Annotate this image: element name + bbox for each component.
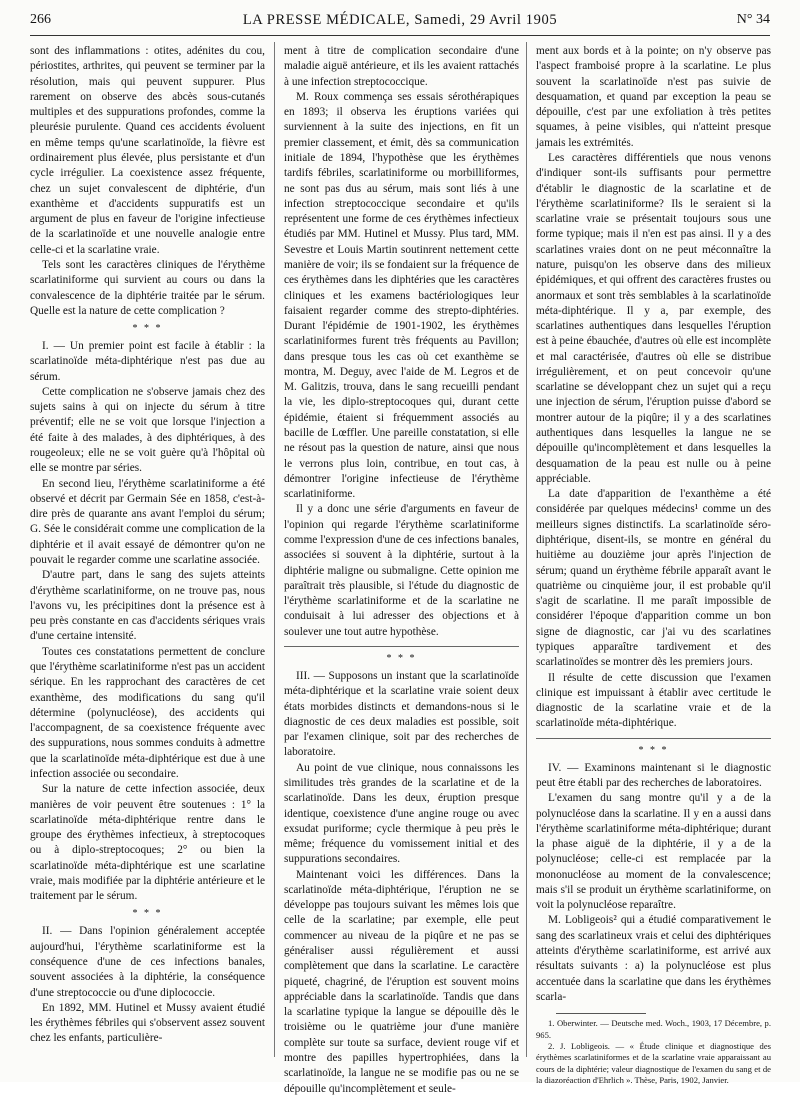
paragraph: Maintenant voici les différences. Dans la scarlatinoïde méta-diphtérique, l'éruption ne se développe pas toujours suivant les mêmes lois que celle de la scarlatine; par exemple, elle peut commencer au niveau de la piqûre et ne pas se généraliser aussi régulièrement et aussi complètement que dans la scarlatine. Le caractère piqueté, chagriné, de l'éruption est souvent moins appréciable dans la scarlatinoïde. Tandis que dans la scarlatine typique la langue se dépouille dès le troisième ou le quatrième jour d'une manière complète sur toute sa surface, devient rouge vif et montre des papilles hypertrophiées, dans la scarlatinoïde, la langue ne se modifie pas ou ne se dépouille qu'incomplètement et seule- xyxy=(284,868,519,1095)
paragraph: Il résulte de cette discussion que l'examen clinique est impuissant à établir avec certitude le diagnostic de la scarlatine vraie et de la scarlatinoïde méta-diphtérique. xyxy=(536,671,771,730)
column-rule xyxy=(274,42,275,1057)
paragraph: L'examen du sang montre qu'il y a de la polynucléose dans la scarlatine. Il y en a aussi dans l'érythème scarlatiniforme méta-diphtérique; durant la phase aiguë de la diphtérie, il y a de la polynucléose; celle-ci est remplacée par la mononucléose au moment de la convalescence; mais s'il se produit un érythème scarlatiniforme, on voit la polynucléose reparaître. xyxy=(536,792,771,912)
paragraph: Il y a donc une série d'arguments en faveur de l'opinion qui regarde l'érythème scarlatiniforme comme l'expression d'une de ces infections banales, associées si souvent à la diphtérie, surtout à la diphtérie maligne ou submaligne. Cette opinion me paraîtrait très plausible, si l'étude du diagnostic de l'érythème scarlatiniforme et de la scarlatine ne conduisait à lui adresser des objections et à soulever une tout autre hypothèse. xyxy=(284,503,519,638)
paragraph: D'autre part, dans le sang des sujets atteints d'érythème scarlatiniforme, on ne trouve pas, nous l'avons vu, les précipitines dont la présence est à peu près constante en cas d'accidents sériques vrais d'une certaine intensité. xyxy=(30,569,265,643)
section-heading: IV. — Examinons maintenant si le diagnostic peut être établi par des recherches de laboratoires. xyxy=(536,761,771,789)
section-separator: * * * xyxy=(638,744,669,756)
paragraph: M. Roux commença ses essais sérothérapiques en 1893; il observa les éruptions variées qui surviennent à la suite des injections, en fit un premier classement, et émit, dès sa communication initiale de 1894, l'hypothèse que les érythèmes tardifs fébriles, scarlatiniforme ou morbilliformes, ne sont pas dus au sérum, mais sont liés à une infection streptococcique secondaire et qu'ils représentent une forme de ces érythèmes infectieux étudiés par MM. Hutinel et Mussy. Plus tard, MM. Sevestre et Louis Martin soutinrent nettement cette manière de voir; ils se fondaient sur la fréquence de ces érythèmes dans les diphtéries que les caractères cliniques et les examens bactériologiques leur faisaient regarder comme des strepto-diphtéries. Durant l'épidémie de 1901-1902, les érythèmes scarlatiniformes furent très fréquents au Pavillon; dans presque tous les cas où cet exanthème se montra, M. Deguy, avec l'aide de M. Legros et de M. Galitzis, trouva, dans le sang recueilli pendant la vie, les diplo-streptocoques qui, durant cette épidémie, étaient si fréquemment associés au bacille de Lœffler. Une pareille constatation, si elle ne résout pas la question de nature, ainsi que nous le verrons plus loin, contribue, en tout cas, à démontrer l'origine infectieuse de l'érythème scarlatiniforme. xyxy=(284,90,519,501)
journal-title: LA PRESSE MÉDICALE, Samedi, 29 Avril 1905 xyxy=(242,12,558,28)
section-rule xyxy=(284,646,519,647)
paragraph: Sur la nature de cette infection associée, deux manières de voir peuvent être soutenues : 1° la scarlatinoïde méta-diphtérique rentre dans le groupe des érythèmes infectieux, à streptocoques ou à diplo-streptocoques; 2° ou bien la scarlatinoïde méta-diphtérique est une scarlatine vraie, mais modifiée par la diphtérie antérieure et le traitement par le sérum. xyxy=(30,783,265,903)
section-rule xyxy=(536,738,771,739)
column-1 xyxy=(30,44,265,1054)
page-number: 266 xyxy=(30,12,51,27)
footnote-rule xyxy=(556,1013,646,1014)
paragraph: Au point de vue clinique, nous connaissons les similitudes très grandes de la scarlatine et de la scarlatinoïde. Dans les deux, éruption presque identique, coexistence d'une angine rouge ou avec exsudat puriforme; cycle thermique à peu près le même; fréquence du vomissement initial et des suppurations secondaires. xyxy=(284,761,519,866)
paragraph: En 1892, MM. Hutinel et Mussy avaient étudié les érythèmes fébriles qui s'observent assez souvent chez les enfants, particulière- xyxy=(30,1001,265,1045)
paragraph: Cette complication ne s'observe jamais chez des sujets sains à qui on injecte du sérum à titre préventif; elle ne se voit que lorsque l'injection a été faite à des malades, à des diphtériques, à des rougeoleux; elle ne se voit guère qu'à l'hôpital où elle se montre par séries. xyxy=(30,385,265,475)
paragraph: La date d'apparition de l'exanthème a été considérée par quelques médecins¹ comme un des meilleurs signes distinctifs. La scarlatinoïde séro-diphtérique, disent-ils, se montre en général du huitième au douzième jour après l'injection de sérum; quand un érythème fébrile apparaît avant le quatrième ou cinquième jour, il est probable qu'il s'agit de scarlatine. Il me paraît impossible de considérer l'époque d'apparition comme un bon signe de diagnostic, car j'ai vu des scarlatines typiques apparaître tardivement et des scarlatinoïdes se montrer dès les premiers jours. xyxy=(536,488,771,669)
paragraph: En second lieu, l'érythème scarlatiniforme a été observé et décrit par Germain Sée en 1858, c'est-à-dire près de quarante ans avant l'emploi du sérum; G. Sée le considérait comme une complication de la diphtérie et il avait essayé de démontrer qu'on ne pouvait le regarder comme une scarlatine associée. xyxy=(30,477,265,566)
section-heading: II. — Dans l'opinion généralement acceptée aujourd'hui, l'érythème scarlatiniforme est la conséquence d'une de ces infections banales, souvent associées à la diphtérie, la conséquence d'une streptococcie ou d'une diplococcie. xyxy=(30,925,265,999)
section-separator: * * * xyxy=(132,323,163,335)
page-header xyxy=(30,12,770,34)
footnote: 2. J. Lobligeois. — « Étude clinique et diagnostique des érythèmes scarlatiniformes et de la scarlatine vraie apparaissant au cours de la diphtérie; valeur diagnostique de l'examen du sang et de la diazoréaction d'Ehrlich ». Thèse, Paris, 1902, Janvier. xyxy=(536,1040,771,1086)
section-separator: * * * xyxy=(386,652,417,664)
footnote: 1. Oberwinter. — Deutsche med. Woch., 1903, 17 Décembre, p. 965. xyxy=(536,1018,771,1040)
paragraph: M. Lobligeois² qui a étudié comparativement le sang des scarlatineux vrais et celui des diphtériques atteints d'érythème scarlatiniforme, est arrivé aux résultats suivants : a) la polynucléose est plus accentuée dans la scarlatine que dans les érythèmes scarla- xyxy=(536,914,771,1003)
column-3 xyxy=(536,44,771,1086)
paragraph: Les caractères différentiels que nous venons d'indiquer sont-ils suffisants pour permettre d'établir le diagnostic de la scarlatine et de l'érythème scarlatiniforme? Ils le seraient si la scarlatine vraie se présentait toujours sous une forme typique; mais il n'en est pas ainsi. Il y a des scarlatines vraies dont on ne peut méconnaître la nature, puisqu'on les observe dans des milieux épidémiques, et qui offrent des caractères frustes ou anormaux et sont très semblables à la scarlatinoïde méta-diphtérique. Il y a, par exemple, des scarlatines authentiques dans lesquelles l'éruption est à peine ébauchée, d'autres où elle est incomplète et mal caractérisée, d'autres où elle se distribue irrégulièrement, et on peut concevoir qu'une scarlatine se développant chez un sujet qui a reçu une injection de sérum, l'éruption puisse d'abord se montrer autour de la piqûre; il y a des scarlatines authentiques dans lesquelles la langue ne se dépouille qu'incomplètement et dans lesquelles la desquamation de la peau est nulle ou à peine appréciable. xyxy=(536,151,771,485)
paragraph: ment à titre de complication secondaire d'une maladie aiguë antérieure, et ils les avaient rattachés à une infection streptococcique. xyxy=(284,45,519,88)
paragraph: sont des inflammations : otites, adénites du cou, périostites, arthrites, qui peuvent se terminer par la résolution, mais qui peuvent suppurer. Plus rarement on observe des abcès sous-cutanés multiples et des suppurations profondes, comme la pleurésie purulente. Quand ces accidents évoluent en même temps qu'une scarlatinoïde, la fièvre est ordinairement plus élevée, plus persistante et d'un cycle irrégulier. La coexistence assez fréquente, chez un sujet convalescent de diphtérie, d'un exanthème et d'accidents suppuratifs est un argument de plus en faveur de l'origine infectieuse de la scarlatinoïde et une nouvelle analogie entre celle-ci et la scarlatine vraie. xyxy=(30,45,265,256)
paragraph: ment aux bords et à la pointe; on n'y observe pas l'aspect framboisé propre à la scarlatine. Le plus souvent la scarlatinoïde n'est pas suivie de desquamation, et quand par exception la peau se dépouille, c'est par une exfoliation à très petites squames, à peine visibles, qui n'atteint presque jamais les extrémités. xyxy=(536,45,771,149)
column-rule xyxy=(526,42,527,1057)
paragraph: Tels sont les caractères cliniques de l'érythème scarlatiniforme qui survient au cours ou dans la convalescence de la diphtérie traitée par le sérum. Quelle est la nature de cette complication ? xyxy=(30,258,265,317)
section-heading: I. — Un premier point est facile à établir : la scarlatinoïde méta-diphtérique n'est pas due au sérum. xyxy=(30,340,265,383)
paragraph: Toutes ces constatations permettent de conclure que l'érythème scarlatiniforme n'est pas un accident sérique. En les rapprochant des caractères de cet exanthème, des modifications du sang qu'il détermine (polynucléose), des accidents qui l'accompagnent, de sa coexistence fréquente avec des suppurations, nous sommes conduits à admettre que la scarlatinoïde méta-diphtérique est due à une infection associée ou secondaire. xyxy=(30,645,265,780)
section-heading: III. — Supposons un instant que la scarlatinoïde méta-diphtérique et la scarlatine vraie soient deux états morbides distincts et demandons-nous si le diagnostic de ces deux maladies est possible, soit par l'examen clinique, soit par des recherches de laboratoire. xyxy=(284,669,519,759)
header-rule xyxy=(30,35,770,36)
section-separator: * * * xyxy=(132,908,163,920)
issue-number: N° 34 xyxy=(736,12,770,27)
column-2 xyxy=(284,44,519,1095)
